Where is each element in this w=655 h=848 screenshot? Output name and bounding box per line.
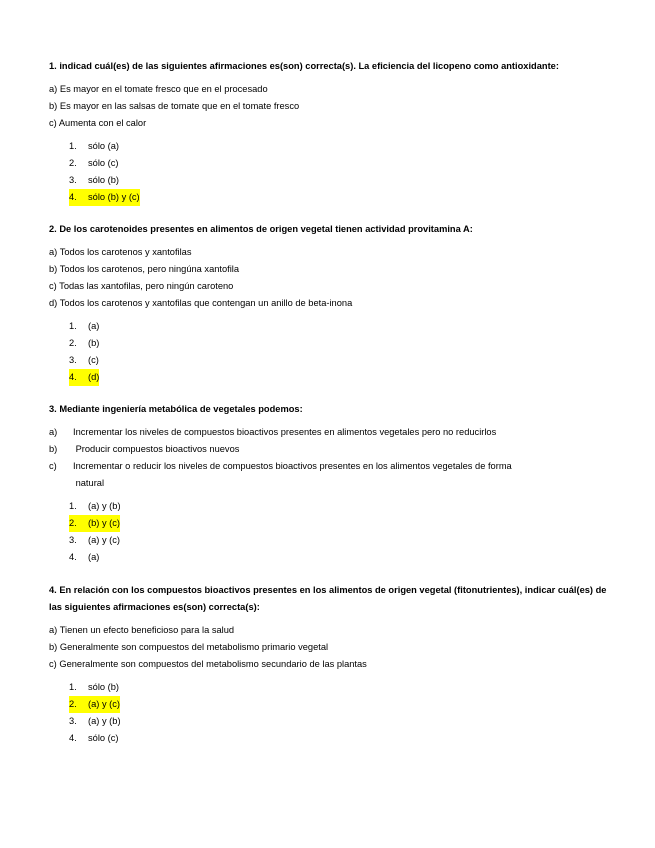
option-item [49, 639, 619, 656]
option-text: Incrementar los niveles de compuestos bioactivos presentes en alimentos vegetales pero no reducirlos [73, 427, 497, 437]
answer-text: sólo (b) [88, 175, 120, 185]
answer-text: (c) [88, 355, 99, 365]
option-item [49, 261, 619, 278]
answer-number: 2. [69, 518, 77, 528]
option-text: Todas las xantofilas, pero ningún caroteno [59, 281, 234, 291]
option-label: b) [49, 264, 58, 274]
option-text: Tienen un efecto beneficioso para la salud [59, 625, 235, 635]
answer [69, 679, 119, 696]
option-label: c) [49, 118, 57, 128]
answer-choice[interactable] [69, 335, 619, 352]
answer-number: 1. [69, 501, 77, 511]
option-list [49, 81, 619, 132]
option-item [49, 244, 619, 261]
option-label: b) [49, 101, 58, 111]
answer-text: sólo (a) [88, 141, 120, 151]
answer-number: 2. [69, 699, 77, 709]
option-text: Generalmente son compuestos del metabolismo primario vegetal [59, 642, 329, 652]
option-label: a) [49, 84, 58, 94]
question-title: 3. Mediante ingeniería metabólica de vegetales podemos: [49, 404, 303, 414]
answer-list [49, 138, 619, 206]
answer [69, 352, 99, 369]
option-item [49, 622, 619, 639]
option-text: Producir compuestos bioactivos nuevos [73, 444, 240, 454]
answer-choice[interactable] [69, 155, 619, 172]
option-text: Todos los carotenos y xantofilas [59, 247, 192, 257]
answer-choice[interactable] [69, 352, 619, 369]
answer [69, 713, 121, 730]
answer-number: 4. [69, 552, 77, 562]
answer-choice[interactable] [69, 318, 619, 335]
answer-text: sólo (b) [88, 682, 120, 692]
answer [69, 549, 99, 566]
answer-text: (b) y (c) [88, 518, 121, 528]
option-item [49, 295, 619, 312]
answer-text: (a) y (b) [88, 716, 121, 726]
answer-number: 2. [69, 158, 77, 168]
answer-choice[interactable] [69, 713, 619, 730]
option-item [49, 458, 619, 475]
option-label: d) [49, 298, 58, 308]
question-title: 4. En relación con los compuestos bioactivos presentes en los alimentos de origen vegetal (fitonutrientes), indicar cuál(es) de las siguientes afirmaciones es(son) correcta(s): [49, 585, 607, 612]
answer [69, 138, 119, 155]
option-list [49, 424, 619, 492]
option-label: a) [49, 247, 58, 257]
option-text: Incrementar o reducir los niveles de compuestos bioactivos presentes en los alimentos vegetales de forma [73, 461, 512, 471]
answer-text: (a) y (c) [88, 699, 121, 709]
option-label: c) [49, 281, 57, 291]
question-title: 2. De los carotenoides presentes en alimentos de origen vegetal tienen actividad provitamina A: [49, 224, 473, 234]
answer [69, 730, 118, 747]
answer-number: 3. [69, 535, 77, 545]
answer-choice[interactable] [69, 549, 619, 566]
option-item [49, 475, 619, 492]
answer [69, 318, 99, 335]
option-item [49, 98, 619, 115]
answer-text: (a) [88, 552, 100, 562]
option-text: Es mayor en el tomate fresco que en el procesado [59, 84, 268, 94]
question-2 [49, 221, 619, 386]
highlighted-answer [69, 369, 99, 386]
answer-text: (a) y (c) [88, 535, 121, 545]
option-item [49, 278, 619, 295]
answer-number: 1. [69, 141, 77, 151]
answer [69, 532, 120, 549]
option-item [49, 441, 619, 458]
answer-text: (b) [88, 338, 100, 348]
question-4 [49, 582, 619, 747]
question-title: 1. indicad cuál(es) de las siguientes afirmaciones es(son) correcta(s). La eficiencia del licopeno como antioxidante: [49, 61, 559, 71]
option-list [49, 622, 619, 673]
answer-number: 3. [69, 716, 77, 726]
answer-choice[interactable] [69, 172, 619, 189]
answer-text: (d) [88, 372, 100, 382]
answer-choice[interactable] [69, 696, 619, 713]
answer-choice[interactable] [69, 369, 619, 386]
answer-choice[interactable] [69, 189, 619, 206]
answer-list [49, 679, 619, 747]
answer-text: sólo (c) [88, 158, 119, 168]
option-text: Todos los carotenos y xantofilas que contengan un anillo de beta-inona [59, 298, 353, 308]
option-label: a) [49, 427, 58, 437]
option-label: c) [49, 659, 57, 669]
answer-number: 1. [69, 682, 77, 692]
option-text: Aumenta con el calor [58, 118, 147, 128]
option-item [49, 81, 619, 98]
highlighted-answer [69, 696, 120, 713]
question-1 [49, 58, 619, 206]
option-text: Es mayor en las salsas de tomate que en el tomate fresco [59, 101, 300, 111]
answer-text: (a) [88, 321, 100, 331]
option-text: natural [75, 478, 105, 488]
answer-number: 4. [69, 372, 77, 382]
option-label: c) [49, 461, 57, 471]
option-item [49, 424, 619, 441]
highlighted-answer [69, 189, 140, 206]
option-label: b) [49, 642, 58, 652]
answer [69, 172, 119, 189]
answer [69, 498, 121, 515]
answer [69, 155, 118, 172]
answer-text: sólo (c) [88, 733, 119, 743]
option-item [49, 656, 619, 673]
answer-number: 4. [69, 733, 77, 743]
answer [69, 335, 99, 352]
answer-choice[interactable] [69, 679, 619, 696]
option-item [49, 115, 619, 132]
option-label: b) [49, 444, 58, 454]
answer-text: (a) y (b) [88, 501, 121, 511]
option-list [49, 244, 619, 312]
option-text: Todos los carotenos, pero ningúna xantofila [59, 264, 240, 274]
question-3 [49, 401, 619, 566]
answer-choice[interactable] [69, 515, 619, 532]
answer-list [49, 498, 619, 566]
answer-text: sólo (b) y (c) [88, 192, 140, 202]
answer-number: 2. [69, 338, 77, 348]
answer-choice[interactable] [69, 730, 619, 747]
answer-number: 4. [69, 192, 77, 202]
answer-number: 1. [69, 321, 77, 331]
answer-choice[interactable] [69, 532, 619, 549]
answer-number: 3. [69, 355, 77, 365]
answer-list [49, 318, 619, 386]
answer-choice[interactable] [69, 498, 619, 515]
option-label: a) [49, 625, 58, 635]
answer-choice[interactable] [69, 138, 619, 155]
answer-number: 3. [69, 175, 77, 185]
highlighted-answer [69, 515, 120, 532]
option-text: Generalmente son compuestos del metabolismo secundario de las plantas [59, 659, 367, 669]
